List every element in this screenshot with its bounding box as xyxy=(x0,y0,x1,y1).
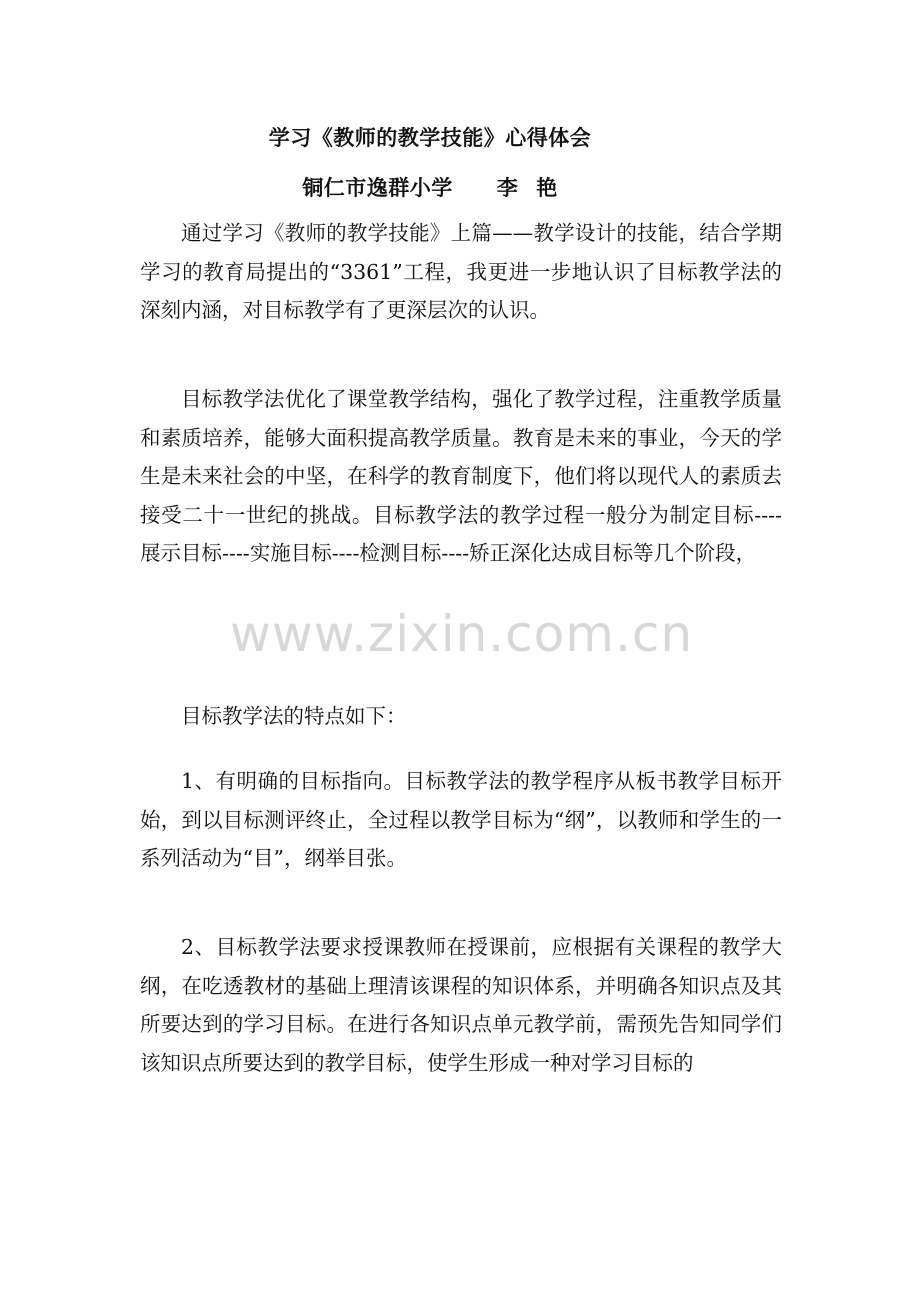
author-school: 铜仁市逸群小学 xyxy=(302,176,453,200)
watermark: www.zixin.com.cn xyxy=(230,605,694,663)
author-name-first: 李 xyxy=(496,176,519,200)
author-name-second: 艳 xyxy=(536,176,558,200)
author-line xyxy=(0,172,860,202)
document-title: 学习《教师的教学技能》心得体会 xyxy=(268,126,592,150)
paragraph-intro: 通过学习《教师的教学技能》上篇——教学设计的技能，结合学期学习的教育局提出的“3361”工程，我更进一步地认识了目标教学法的深刻内涵，对目标教学有了更深层次的认识。 xyxy=(140,221,782,322)
paragraph-feature-2: 2、目标教学法要求授课教师在授课前，应根据有关课程的教学大纲，在吃透教材的基础上理清该课程的知识体系，并明确各知识点及其所要达到的学习目标。在进行各知识点单元教学前，需预先告知同学们该知识点所要达到的教学目标，使学生形成一种对学习目标的 xyxy=(140,935,782,1075)
paragraph-features-heading: 目标教学法的特点如下： xyxy=(181,704,407,728)
paragraph-method-overview: 目标教学法优化了课堂教学结构，强化了教学过程，注重教学质量和素质培养，能够大面积提高教学质量。教育是未来的事业，今天的学生是未来社会的中坚，在科学的教育制度下，他们将以现代人的素质去接受二十一世纪的挑战。目标教学法的教学过程一般分为制定目标----展示目标----实施目标----检测目标----矫正深化达成目标等几个阶段， xyxy=(140,387,782,565)
paragraph-feature-1: 1、有明确的目标指向。目标教学法的教学程序从板书教学目标开始，到以目标测评终止，全过程以教学目标为“纲”，以教师和学生的一系列活动为“目”，纲举目张。 xyxy=(140,769,782,870)
